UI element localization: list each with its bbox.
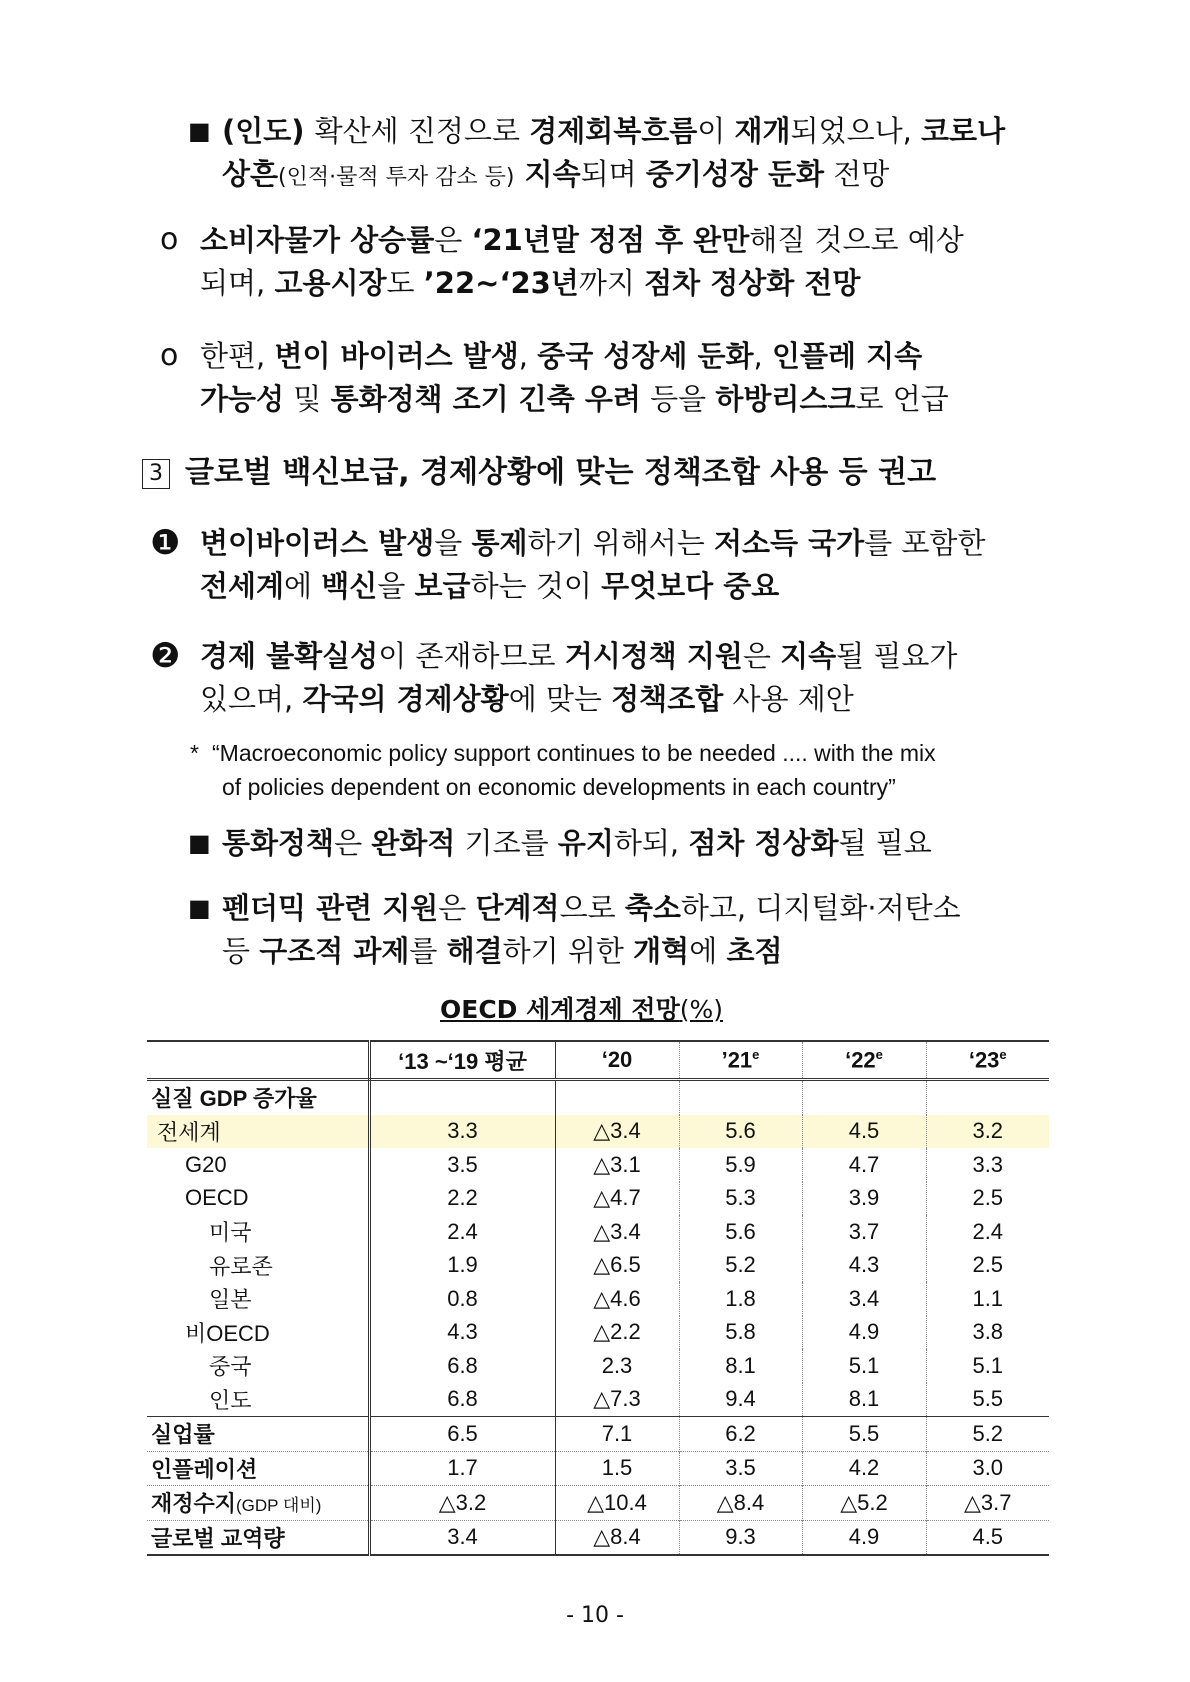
- row-label: 글로벌 교역량: [147, 1520, 369, 1555]
- text-segment: 해결: [446, 934, 503, 968]
- value-cell: 4.7: [802, 1148, 926, 1182]
- inflation-point-line-2: [200, 263, 860, 303]
- vaccine-point-line-1: [200, 523, 985, 563]
- text-segment: 구조적 과제: [259, 934, 410, 968]
- value-cell: 5.6: [679, 1115, 802, 1149]
- square-bullet-icon: ■: [188, 117, 211, 145]
- value-cell: △5.2: [802, 1486, 926, 1521]
- value-cell: 4.2: [802, 1451, 926, 1486]
- value-cell: 6.2: [679, 1417, 802, 1452]
- section-title: 글로벌 백신보급, 경제상황에 맞는 정책조합 사용 등 권고: [185, 455, 937, 490]
- value-cell: 3.9: [802, 1182, 926, 1216]
- value-cell: △3.2: [369, 1486, 555, 1521]
- table-row: [147, 1349, 1049, 1383]
- value-cell: 4.5: [802, 1115, 926, 1149]
- text-segment: 까지: [578, 266, 645, 300]
- value-cell: 5.6: [679, 1215, 802, 1249]
- text-segment: 에: [689, 934, 727, 968]
- value-cell: 6.5: [369, 1417, 555, 1452]
- text-segment: 도: [386, 266, 424, 300]
- value-cell: △2.2: [555, 1316, 679, 1350]
- text-segment: 전세계: [200, 569, 285, 603]
- text-segment: 유지: [557, 826, 614, 860]
- value-cell: 1.9: [447, 1252, 478, 1278]
- text-segment: 등: [222, 934, 260, 968]
- header-cell: ‘23e: [926, 1041, 1049, 1080]
- value-cell: 2.5: [926, 1249, 1049, 1283]
- section-number-box: 3: [142, 459, 170, 489]
- table-row: [147, 1316, 1049, 1350]
- text-segment: 될 필요가: [836, 639, 958, 673]
- text-segment: 은: [438, 891, 476, 925]
- vaccine-point-line-2: [200, 566, 779, 606]
- value-cell: 2.5: [926, 1182, 1049, 1216]
- text-segment: (인적·물적 투자 감소 등): [278, 165, 515, 190]
- value-cell: 0.8: [447, 1285, 478, 1311]
- text-segment: 경제 불확실성: [200, 639, 379, 673]
- text-segment: ,: [518, 339, 538, 373]
- text-segment: 를: [409, 934, 447, 968]
- header-cell: ’21e: [679, 1041, 802, 1080]
- row-label: 중국: [147, 1349, 369, 1383]
- table-row: [147, 1282, 1049, 1316]
- value-cell: 8.1: [802, 1383, 926, 1417]
- value-cell: △3.1: [555, 1148, 679, 1182]
- text-segment: 은: [334, 826, 372, 860]
- row-label: 일본: [147, 1282, 369, 1316]
- text-segment: 있으며,: [200, 682, 303, 716]
- value-cell: 3.3: [369, 1115, 555, 1149]
- circle-bullet-icon: ο: [160, 338, 179, 373]
- row-label: G20: [147, 1148, 369, 1182]
- header-cell: ‘13 ~‘19 평균: [369, 1041, 555, 1080]
- text-segment: 에: [284, 569, 322, 603]
- text-segment: 으로: [559, 891, 625, 925]
- text-segment: 펜더믹 관련 지원: [222, 891, 439, 925]
- text-segment: 로 언급: [855, 382, 949, 416]
- oecd-quote-line-2: of policies dependent on economic developments in each country”: [222, 774, 896, 800]
- value-cell: 1.8: [679, 1282, 802, 1316]
- inflation-point-line-1: [200, 220, 964, 260]
- table-row: [147, 1486, 1049, 1521]
- text-segment: 점차 정상화 전망: [644, 266, 861, 300]
- value-cell: △8.4: [679, 1486, 802, 1521]
- value-cell: 3.3: [926, 1148, 1049, 1182]
- table-row: [147, 1215, 1049, 1249]
- text-segment: 인플레 지속: [771, 339, 923, 373]
- section-label: 실질 GDP 증가율: [147, 1080, 369, 1115]
- text-segment: 을: [377, 569, 415, 603]
- number-two-icon: ❷: [150, 636, 181, 676]
- text-segment: 백신: [321, 569, 378, 603]
- value-cell: 2.4: [926, 1215, 1049, 1249]
- value-cell: 2.4: [447, 1218, 478, 1244]
- row-label: 실업률: [147, 1417, 369, 1452]
- row-label: 미국: [147, 1215, 369, 1249]
- text-segment: 점차 정상화: [688, 826, 839, 860]
- text-segment: 되며: [580, 157, 646, 191]
- row-label: 인도: [147, 1383, 369, 1417]
- text-segment: 하기 위한: [502, 934, 634, 968]
- table-header-row: [147, 1041, 1049, 1080]
- text-segment: ’22~‘23년: [423, 266, 579, 300]
- monetary-policy-line: [222, 823, 932, 863]
- text-segment: 은: [742, 639, 781, 673]
- text-segment: (인도): [222, 114, 315, 148]
- value-cell: 3.8: [926, 1316, 1049, 1350]
- text-segment: 고용시장: [274, 266, 387, 300]
- text-segment: 를 포함한: [864, 526, 986, 560]
- value-cell: 3.2: [926, 1115, 1049, 1149]
- value-cell: 3.5: [447, 1151, 478, 1177]
- value-cell: 5.5: [802, 1417, 926, 1452]
- value-cell: △8.4: [555, 1520, 679, 1555]
- text-segment: 통화정책: [222, 826, 335, 860]
- table-row: [147, 1383, 1049, 1417]
- text-segment: 해질 것으로 예상: [749, 223, 964, 257]
- text-segment: 한편,: [200, 339, 275, 373]
- value-cell: 5.2: [679, 1249, 802, 1283]
- text-segment: 중기성장 둔화: [645, 157, 825, 191]
- header-cell: ‘22e: [802, 1041, 926, 1080]
- header-cell: ‘20: [555, 1041, 679, 1080]
- value-cell: 3.7: [802, 1215, 926, 1249]
- policy-point-line-1: [200, 636, 957, 676]
- policy-point-line-2: [200, 679, 854, 719]
- risk-point-line-2: [200, 379, 949, 419]
- text-segment: 거시정책 지원: [564, 639, 743, 673]
- text-segment: 가능성: [200, 382, 285, 416]
- text-segment: 사용 제안: [723, 682, 854, 716]
- text-segment: ‘21년말 정점 후 완만: [471, 223, 750, 257]
- text-segment: 지속: [514, 157, 581, 191]
- oecd-quote-line-1: “Macroeconomic policy support continues to be needed .... with the mix: [212, 740, 936, 766]
- value-cell: 1.7: [369, 1451, 555, 1486]
- value-cell: 2.2: [447, 1185, 478, 1211]
- number-one-icon: ❶: [150, 523, 181, 563]
- text-segment: 경제회복흐름: [529, 114, 698, 148]
- text-segment: 정책조합: [611, 682, 724, 716]
- page-number: - 10 -: [566, 1603, 624, 1628]
- text-segment: 이: [697, 114, 735, 148]
- text-segment: 통제: [471, 526, 528, 560]
- table-title: [440, 990, 723, 1026]
- text-segment: 등을: [640, 382, 716, 416]
- value-cell: 5.9: [679, 1148, 802, 1182]
- value-cell: 6.8: [447, 1386, 478, 1412]
- table-row: [147, 1520, 1049, 1555]
- text-segment: 변이 바이러스 발생: [274, 339, 519, 373]
- row-label: 인플레이션: [147, 1451, 369, 1486]
- value-cell: 4.3: [802, 1249, 926, 1283]
- value-cell: 3.5: [679, 1451, 802, 1486]
- text-segment: 하기 위해서는: [527, 526, 715, 560]
- value-cell: 2.3: [555, 1349, 679, 1383]
- text-segment: 은: [434, 223, 472, 257]
- square-bullet-icon: ■: [188, 894, 211, 922]
- india-outlook-line-1: [222, 111, 1005, 151]
- text-segment: 에 맞는: [508, 682, 612, 716]
- text-segment: 축소: [624, 891, 681, 925]
- value-cell: 4.3: [447, 1319, 478, 1345]
- value-cell: 6.8: [447, 1352, 478, 1378]
- value-cell: △10.4: [555, 1486, 679, 1521]
- row-label: 비OECD: [147, 1316, 369, 1350]
- value-cell: △4.7: [555, 1182, 679, 1216]
- text-segment: 저소득 국가: [714, 526, 865, 560]
- value-cell: 5.3: [679, 1182, 802, 1216]
- text-segment: 단계적: [475, 891, 560, 925]
- text-segment: 을: [434, 526, 472, 560]
- value-cell: 7.1: [555, 1417, 679, 1452]
- table-row: [147, 1417, 1049, 1452]
- text-segment: 및: [284, 382, 331, 416]
- text-segment: ,: [753, 339, 772, 373]
- row-label: 유로존: [147, 1249, 369, 1283]
- text-segment: 통화정책 조기 긴축 우려: [330, 382, 641, 416]
- text-segment: 하방리스크: [715, 382, 856, 416]
- value-cell: 1.1: [926, 1282, 1049, 1316]
- text-segment: 기조를: [455, 826, 558, 860]
- text-segment: 코로나: [921, 114, 1006, 148]
- india-outlook-line-2: [222, 154, 889, 198]
- pandemic-support-line-1: [222, 888, 961, 928]
- value-cell: 8.1: [679, 1349, 802, 1383]
- risk-point-line-1: [200, 336, 922, 376]
- asterisk-icon: *: [190, 740, 199, 766]
- table-row: [147, 1148, 1049, 1182]
- value-cell: 4.5: [926, 1520, 1049, 1555]
- table-title-text: OECD 세계경제 전망: [440, 995, 680, 1024]
- value-cell: △4.6: [555, 1282, 679, 1316]
- value-cell: △7.3: [555, 1383, 679, 1417]
- text-segment: 되며,: [200, 266, 275, 300]
- value-cell: △3.4: [555, 1115, 679, 1149]
- text-segment: 중국 성장세 둔화: [537, 339, 754, 373]
- row-label: 재정수지(GDP 대비): [147, 1486, 369, 1521]
- value-cell: 3.4: [802, 1282, 926, 1316]
- table-row: [147, 1249, 1049, 1283]
- value-cell: 5.5: [926, 1383, 1049, 1417]
- value-cell: 5.1: [926, 1349, 1049, 1383]
- value-cell: 9.3: [679, 1520, 802, 1555]
- text-segment: 되었으나,: [790, 114, 922, 148]
- value-cell: 1.5: [555, 1451, 679, 1486]
- circle-bullet-icon: ο: [160, 222, 179, 257]
- text-segment: 될 필요: [838, 826, 932, 860]
- value-cell: △6.5: [555, 1249, 679, 1283]
- value-cell: 4.9: [802, 1316, 926, 1350]
- oecd-outlook-table: [147, 1040, 1049, 1556]
- text-segment: 개혁: [633, 934, 690, 968]
- text-segment: 이 존재하므로: [378, 639, 565, 673]
- text-segment: 지속: [780, 639, 837, 673]
- text-segment: 확산세 진정으로: [314, 114, 530, 148]
- value-cell: 3.4: [369, 1520, 555, 1555]
- text-segment: 하는 것이: [470, 569, 602, 603]
- pandemic-support-line-2: [222, 931, 782, 971]
- value-cell: 3.0: [926, 1451, 1049, 1486]
- table-row: [147, 1451, 1049, 1486]
- text-segment: 전망: [824, 157, 890, 191]
- row-label: 전세계: [147, 1115, 369, 1149]
- text-segment: 하되,: [613, 826, 689, 860]
- value-cell: 4.9: [802, 1520, 926, 1555]
- text-segment: 보급: [414, 569, 471, 603]
- text-segment: 완화적: [371, 826, 456, 860]
- text-segment: 변이바이러스 발생: [200, 526, 435, 560]
- text-segment: 무엇보다 중요: [601, 569, 780, 603]
- text-segment: 재개: [734, 114, 791, 148]
- header-label-cell: [147, 1041, 369, 1080]
- text-segment: 소비자물가 상승률: [200, 223, 435, 257]
- table-row: [147, 1182, 1049, 1216]
- text-segment: 초점: [726, 934, 783, 968]
- value-cell: 5.8: [679, 1316, 802, 1350]
- text-segment: 상흔: [222, 157, 279, 191]
- value-cell: △3.4: [555, 1215, 679, 1249]
- table-section-row: [147, 1080, 1049, 1115]
- value-cell: 5.2: [926, 1417, 1049, 1452]
- square-bullet-icon: ■: [188, 829, 211, 857]
- text-segment: 각국의 경제상황: [302, 682, 509, 716]
- table-row: [147, 1115, 1049, 1149]
- value-cell: 9.4: [679, 1383, 802, 1417]
- text-segment: 하고, 디지털화·저탄소: [680, 891, 961, 925]
- row-label: OECD: [147, 1182, 369, 1216]
- value-cell: △3.7: [926, 1486, 1049, 1521]
- value-cell: 5.1: [802, 1349, 926, 1383]
- table-title-unit: (%): [679, 995, 724, 1024]
